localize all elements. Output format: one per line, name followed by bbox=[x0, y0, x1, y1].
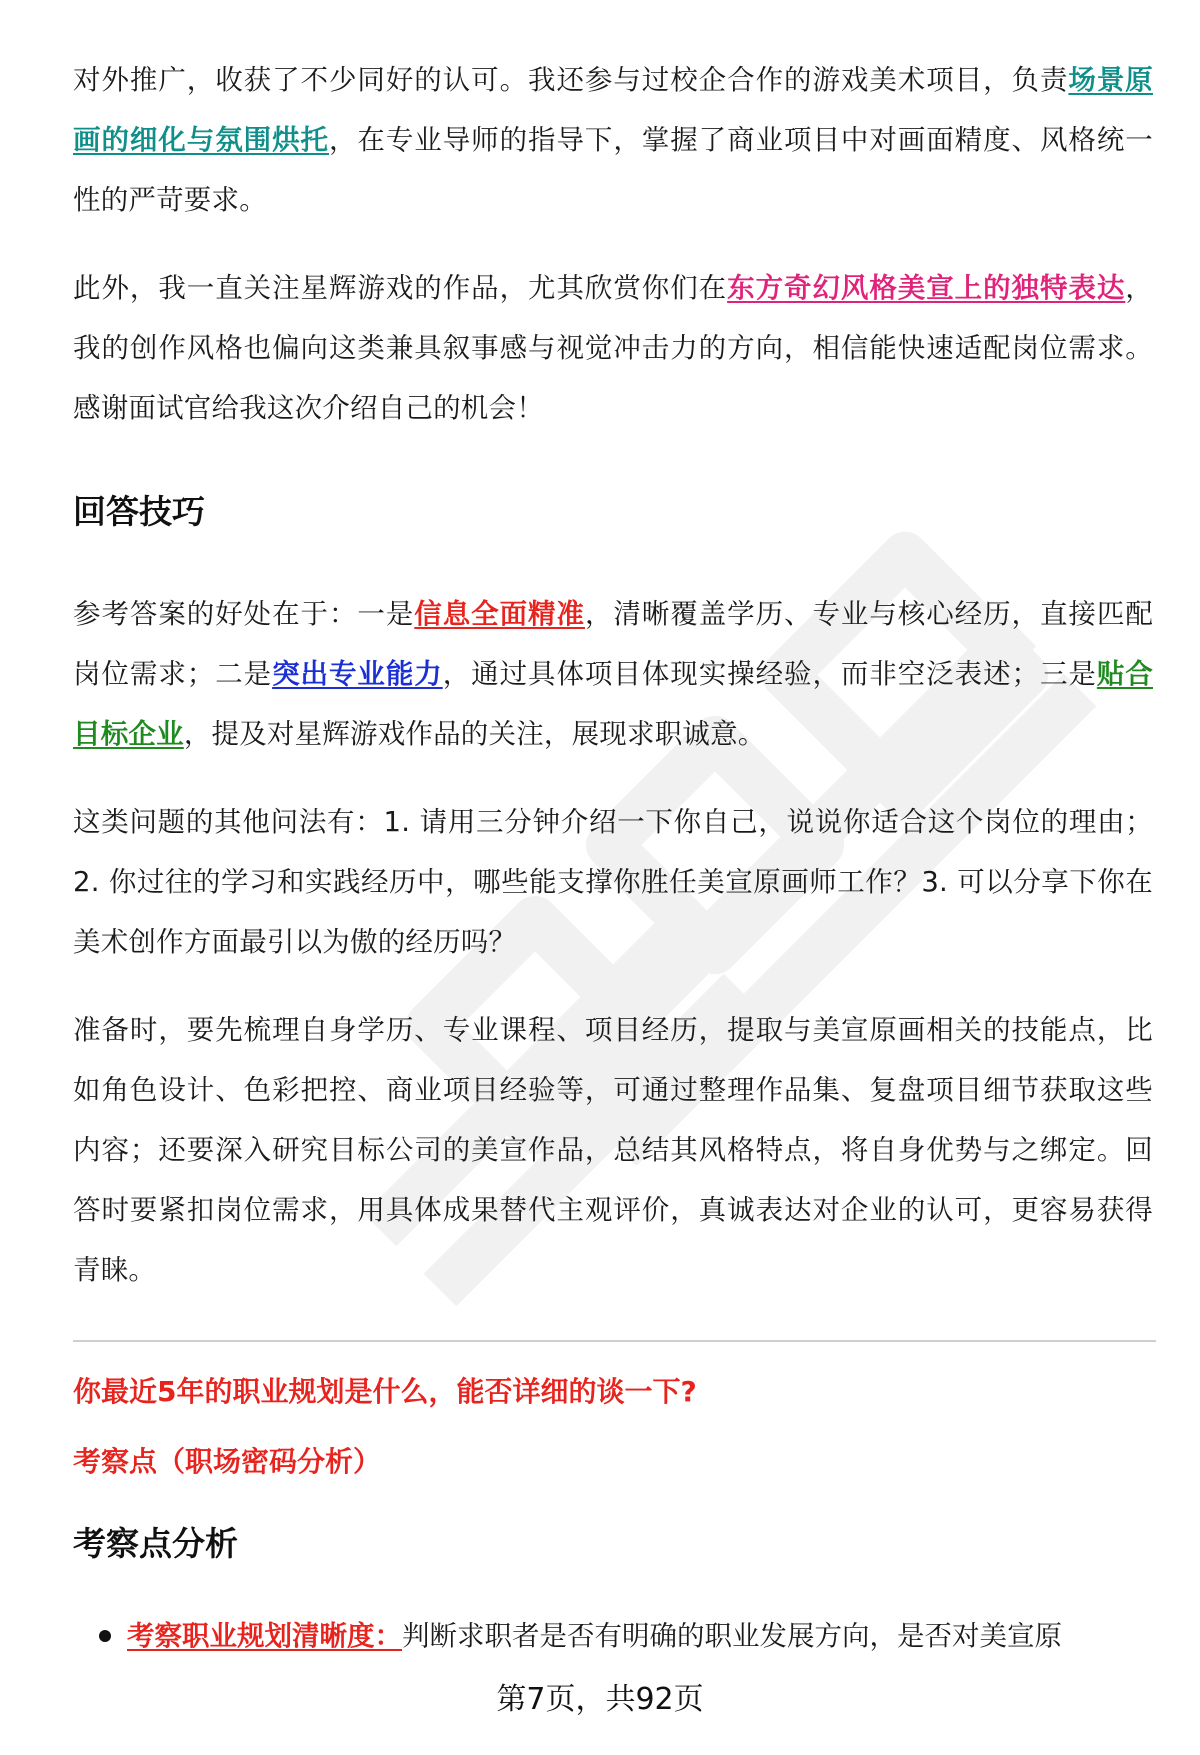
paragraph-preparation: 准备时，要先梳理自身学历、专业课程、项目经历，提取与美宣原画相关的技能点，比如角色设计、色彩把控、商业项目经验等，可通过整理作品集、复盘项目细节获取这些内容；还要深入研究目标公司的美宣作品，总结其风格特点，将自身优势与之绑定。回答时要紧扣岗位需求，用具体成果替代主观评价，真诚表达对企业的认可，更容易获得青睐。 bbox=[73, 1014, 1153, 1286]
paragraph-other-questions: 这类问题的其他问法有：1. 请用三分钟介绍一下你自己，说说你适合这个岗位的理由；2. 你过往的学习和实践经历中，哪些能支撑你胜任美宣原画师工作？3. 可以分享下你在美术创作方面最引以为傲的经历吗？ bbox=[73, 806, 1153, 958]
section-heading-analysis: 考察点分析 bbox=[73, 1524, 238, 1563]
highlight-info-accurate: 信息全面精准 bbox=[414, 598, 585, 630]
highlight-target-company: 贴合目标企业 bbox=[73, 658, 1153, 750]
section-heading-tips: 回答技巧 bbox=[73, 492, 205, 531]
list-item bbox=[73, 1606, 1153, 1666]
document-page bbox=[73, 50, 1153, 1300]
bullet-label: 考察职业规划清晰度： bbox=[127, 1620, 402, 1652]
highlight-oriental-fantasy: 东方奇幻风格美宣上的独特表达 bbox=[727, 272, 1126, 304]
analysis-list bbox=[73, 1606, 1153, 1666]
next-question-block bbox=[73, 1372, 1153, 1666]
page-number: 第7页，共92页 bbox=[496, 1682, 704, 1717]
paragraph-answer-benefits: 参考答案的好处在于：一是信息全面精准，清晰覆盖学历、专业与核心经历，直接匹配岗位需求；二是突出专业能力，通过具体项目体现实操经验，而非空泛表述；三是贴合目标企业，提及对星辉游戏作品的关注，展现求职诚意。 bbox=[73, 598, 1154, 750]
bullet-dot-icon bbox=[99, 1630, 111, 1642]
question-title: 你最近5年的职业规划是什么，能否详细的谈一下? bbox=[73, 1375, 697, 1408]
highlight-scene-art: 场景原画的细化与氛围烘托 bbox=[73, 64, 1154, 156]
paragraph-company-interest: 此外，我一直关注星辉游戏的作品，尤其欣赏你们在东方奇幻风格美宣上的独特表达，我的创作风格也偏向这类兼具叙事感与视觉冲击力的方向，相信能快速适配岗位需求。感谢面试官给我这次介绍自己的机会！ bbox=[73, 272, 1153, 424]
bullet-text: 判断求职者是否有明确的职业发展方向，是否对美宣原 bbox=[402, 1620, 1062, 1652]
exam-point-title: 考察点（职场密码分析） bbox=[73, 1445, 382, 1478]
highlight-professional-ability: 突出专业能力 bbox=[272, 658, 443, 690]
divider-line bbox=[73, 1340, 1156, 1342]
paragraph-intro-continued: 对外推广，收获了不少同好的认可。我还参与过校企合作的游戏美术项目，负责场景原画的细化与氛围烘托，在专业导师的指导下，掌握了商业项目中对画面精度、风格统一性的严苛要求。 bbox=[73, 64, 1154, 216]
